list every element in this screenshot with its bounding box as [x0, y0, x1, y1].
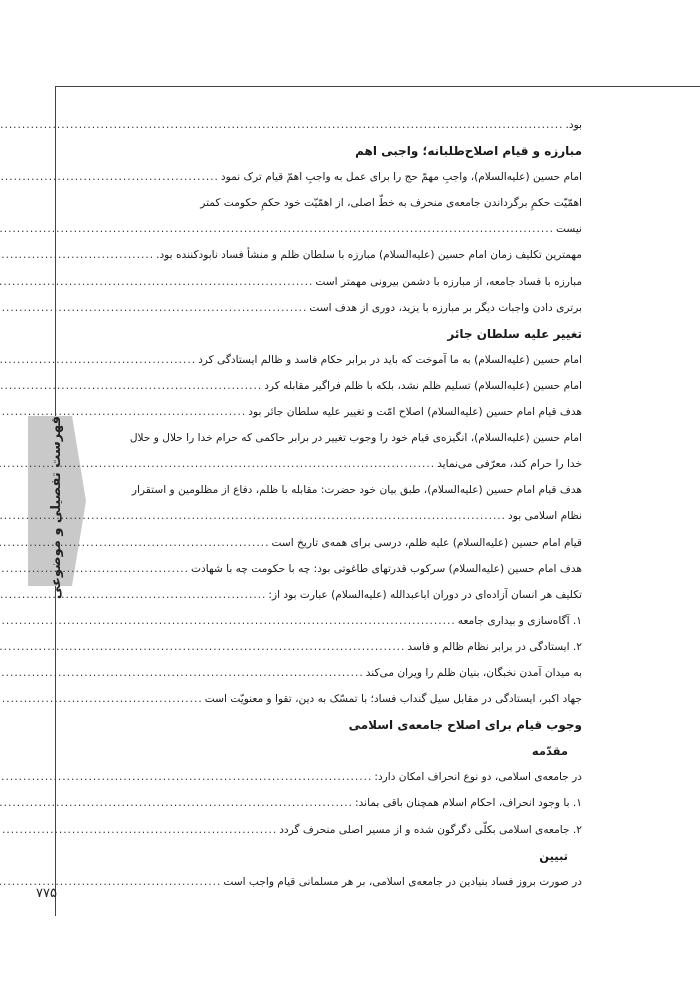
toc-entry — [112, 869, 582, 895]
toc-entry-text: هدف قیام امام حسین (علیه‌السلام)، طبق بیان خود حضرت: مقابله با ظلم، دفاع از مظلومین و استقرار — [131, 484, 582, 497]
toc-dot-leader — [0, 556, 191, 582]
toc-subheading: مقدّمه — [531, 744, 568, 759]
toc-entry — [112, 634, 582, 660]
toc-dot-leader — [0, 269, 315, 295]
toc-dot-leader — [0, 686, 205, 712]
toc-dot-leader — [0, 242, 156, 268]
toc-entry — [112, 347, 582, 373]
toc-entry — [112, 216, 582, 242]
toc-entry-text: هدف قیام امام حسین (علیه‌السلام) اصلاح امّت و تغییر علیه سلطان جائر بود — [248, 406, 582, 419]
toc-dot-leader — [0, 451, 437, 477]
toc-entry-text: امام حسین (علیه‌السلام)، واجبِ مهمّ حج را برای عمل به واجبِ اهمّ قیام ترک نمود — [220, 171, 582, 184]
toc-entry — [112, 764, 582, 790]
toc-list — [112, 112, 582, 895]
toc-entry-text: خدا را حرام کند، معرّفی می‌نماید — [437, 458, 582, 471]
toc-section-heading: مبارزه و قیام اصلاح‌طلبانه؛ واجبی اهم — [355, 144, 582, 159]
toc-entry-text: امام حسین (علیه‌السلام) تسلیم ظلم نشد، بلکه با ظلم فراگیر مقابله کرد — [264, 379, 582, 392]
toc-entry — [112, 399, 582, 425]
toc-section-heading: وجوب قیام برای اصلاح جامعه‌ی اسلامی — [348, 718, 582, 733]
toc-dot-leader — [0, 112, 565, 138]
toc-dot-leader — [0, 399, 248, 425]
toc-dot-leader — [0, 164, 221, 190]
toc-entry — [112, 817, 582, 843]
toc-dot-leader — [0, 347, 198, 373]
toc-dot-leader — [0, 295, 309, 321]
toc-entry — [112, 660, 582, 686]
toc-entry — [112, 425, 582, 451]
toc-dot-leader — [0, 817, 279, 843]
toc-entry — [112, 686, 582, 712]
toc-entry — [112, 269, 582, 295]
toc-entry-text: بود. — [565, 119, 582, 131]
toc-entry-text: ۲. ایستادگی در برابر نظام ظالم و فاسد — [407, 640, 582, 653]
toc-entry-text: ۱. با وجود انحراف، احکام اسلام همچنان باقی بماند: — [355, 797, 582, 810]
toc-entry-text: قیام امام حسین (علیه‌السلام) علیه ظلم، درسی برای همه‌ی تاریخ است — [271, 536, 582, 549]
toc-dot-leader — [0, 582, 268, 608]
toc-subheading: تبیین — [539, 848, 568, 863]
toc-dot-leader — [0, 608, 458, 634]
toc-entry-text: برتری دادن واجبات دیگر بر مبارزه با یزید، دوری از هدف است — [309, 301, 582, 314]
toc-entry — [112, 608, 582, 634]
side-tab-label: فهرست تفصیلی و موضوعی — [49, 416, 64, 600]
toc-entry-text: در صورت بروز فساد بنیادین در جامعه‌ی اسلامی، بر هر مسلمانی قیام واجب است — [223, 875, 582, 888]
toc-entry — [112, 790, 582, 816]
toc-entry — [112, 503, 582, 529]
toc-entry-text: مهمترین تکلیف زمان امام حسین (علیه‌السلام) مبارزه با سلطان ظلم و منشأ فساد نابودکننده بود. — [156, 249, 582, 262]
toc-entry — [112, 112, 582, 138]
toc-dot-leader — [0, 216, 556, 242]
toc-dot-leader — [0, 764, 374, 790]
toc-dot-leader — [0, 373, 264, 399]
toc-dot-leader — [0, 869, 223, 895]
toc-entry-text: هدف امام حسین (علیه‌السلام) سرکوب قدرتهای طاغوتی بود: چه با حکومت چه با شهادت — [191, 562, 582, 575]
toc-dot-leader — [0, 790, 355, 816]
toc-entry — [112, 451, 582, 477]
toc-dot-leader — [0, 503, 508, 529]
toc-entry — [112, 530, 582, 556]
toc-dot-leader — [0, 660, 366, 686]
toc-entry-text: ۱. آگاه‌سازی و بیداری جامعه — [457, 614, 582, 627]
toc-entry — [112, 295, 582, 321]
toc-entry — [112, 477, 582, 503]
toc-dot-leader — [0, 530, 271, 556]
toc-entry-text: نظام اسلامی بود — [508, 510, 582, 523]
toc-entry-text: مبارزه با فساد جامعه، از مبارزه با دشمن بیرونی مهمتر است — [315, 275, 582, 288]
toc-entry — [112, 190, 582, 216]
toc-entry — [112, 556, 582, 582]
page-number: ۷۷۵ — [36, 886, 57, 901]
toc-entry-text: اهمّیّت حکمِ برگرداندن جامعه‌ی منحرف به خطّ اصلی، از اهمّیّت خود حکمِ حکومت کمتر — [200, 197, 582, 210]
toc-entry-text: نیست — [556, 223, 582, 236]
page-frame-top-rule — [55, 86, 700, 87]
toc-dot-leader — [0, 634, 407, 660]
toc-entry-text: به میدان آمدن نخبگان، بنیان ظلم را ویران می‌کند — [365, 666, 582, 679]
toc-entry-text: امام حسین (علیه‌السلام) به ما آموخت که باید در برابر حکام فاسد و ظالم ایستادگی کرد — [198, 353, 582, 366]
toc-entry-text: ۲. جامعه‌ی اسلامی بکلّی دگرگون شده و از مسیر اصلی منحرف گردد — [279, 823, 582, 836]
toc-entry-text: در جامعه‌ی اسلامی، دو نوع انحراف امکان دارد: — [374, 771, 582, 784]
toc-entry-text: تکلیف هر انسان آزاده‌ای در دوران اباعبدالله (علیه‌السلام) عبارت بود از: — [268, 588, 582, 601]
toc-entry-text: جهاد اکبر، ایستادگی در مقابل سیل گنداب فساد؛ با تمسّک به دین، تقوا و معنویّت است — [204, 693, 582, 706]
toc-entry — [112, 582, 582, 608]
toc-entry-text: امام حسین (علیه‌السلام)، انگیزه‌ی قیام خود را وجوب تغییر در برابر حاکمی که حرام خدا را حلال و حلال — [129, 432, 582, 445]
toc-entry — [112, 242, 582, 268]
toc-section-heading: تغییر علیه سلطان جائر — [447, 326, 582, 341]
toc-entry — [112, 373, 582, 399]
toc-entry — [112, 164, 582, 190]
